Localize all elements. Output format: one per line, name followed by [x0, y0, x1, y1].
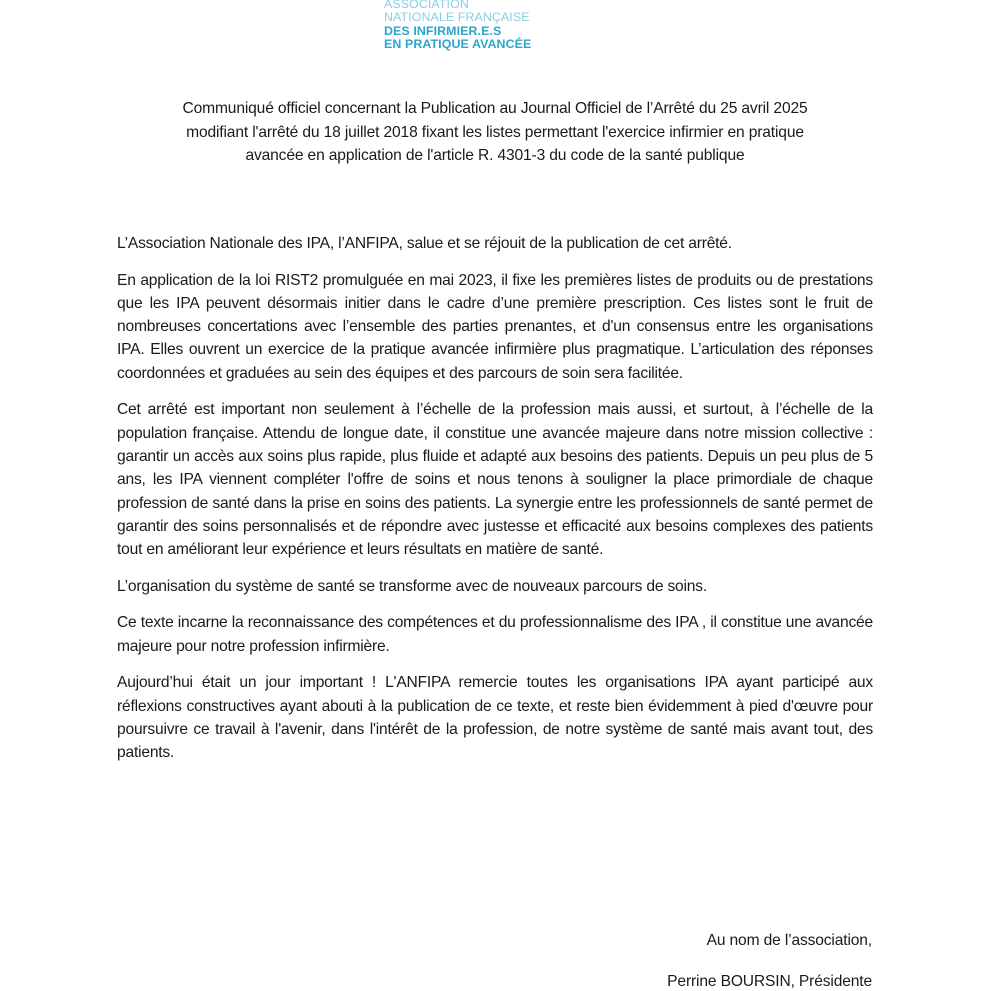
paragraph-thanks: Aujourd’hui était un jour important ! L'ANFIPA remercie toutes les organisations IPA ayant participé aux réflexions constructives ayant abouti à la publication de ce texte, et reste bien évidemment à pied d'œuvre pour poursuivre ce travail à l'avenir, dans l'intérêt de la profession, de notre système de santé mais avant tout, des patients.	[117, 674, 873, 762]
paragraph-intro: L’Association Nationale des IPA, l’ANFIPA, salue et se réjouit de la publication de cet arrêté.	[117, 235, 732, 252]
logo-line-2: NATIONALE FRANÇAISE	[384, 10, 530, 25]
logo-line-4: EN PRATIQUE AVANCÉE	[384, 37, 532, 52]
title-line-3: avancée en application de l'article R. 4301-3 du code de la santé publique	[245, 147, 745, 165]
signature-name: Perrine BOURSIN, Présidente	[667, 973, 872, 990]
paragraph-recognition: Ce texte incarne la reconnaissance des compétences et du professionnalisme des IPA , il constitue une avancée majeure pour notre profession infirmière.	[117, 614, 873, 655]
title-line-1: Communiqué officiel concernant la Publication au Journal Officiel de l’Arrêté du 25 avril 2025	[182, 100, 808, 117]
paragraph-importance: Cet arrêté est important non seulement à l’échelle de la profession mais aussi, et surtout, à l’échelle de la population française. Attendu de longue date, il constitue une avancée majeure dans notre mission collective : garantir un accès aux soins plus rapide, plus fluide et adapté aux besoins des patients. Depuis un peu plus de 5 ans, les IPA viennent compléter l'offre de soins et nous tenons à souligner la place primordiale de chaque profession de santé dans la prise en soins des patients. La synergie entre les professionnels de santé permet de garantir des soins personnalisés et de répondre avec justesse et efficacité aux besoins complexes des patients tout en améliorant leur expérience et leurs résultats en matière de santé.	[117, 401, 873, 559]
document-title	[100, 97, 890, 168]
logo-line-1: ASSOCIATION	[384, 0, 469, 11]
document-body	[117, 232, 873, 778]
signature-closing: Au nom de l’association,	[706, 932, 872, 949]
anfipa-logo	[384, 0, 531, 52]
paragraph-organisation: L’organisation du système de santé se transforme avec de nouveaux parcours de soins.	[117, 577, 707, 595]
title-line-2: modifiant l'arrêté du 18 juillet 2018 fixant les listes permettant l'exercice infirmier en pratique	[186, 123, 804, 141]
logo-line-3: DES INFIRMIER.E.S	[384, 23, 502, 38]
paragraph-rist2: En application de la loi RIST2 promulguée en mai 2023, il fixe les premières listes de produits ou de prestations que les IPA peuvent désormais initier dans le cadre d’une première prescription. Ces listes sont le fruit de nombreuses concertations avec l’ensemble des parties prenantes, et d'un consensus entre les organisations IPA. Elles ouvrent un exercice de la pratique avancée infirmière plus pragmatique. L’articulation des réponses coordonnées et graduées au sein des équipes et des parcours de soin sera facilitée.	[117, 271, 873, 382]
